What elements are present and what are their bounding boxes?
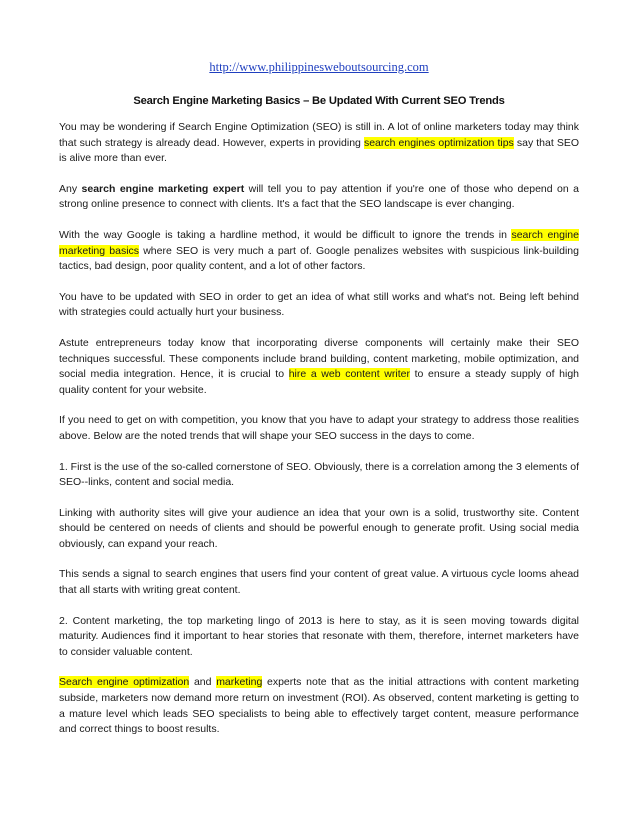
paragraph: Linking with authority sites will give your audience an idea that your own is a solid, trustworthy site. Content should be centered on needs of clients and should be powerful enough to generate profit. Using social media obviously, can expand your reach.: [59, 506, 579, 550]
page-title: Search Engine Marketing Basics – Be Updated With Current SEO Trends: [133, 95, 505, 107]
paragraph: Search engine optimization and marketing experts note that as the initial attractions with content marketing subside, marketers now demand more return on investment (ROI). As observed, content marketing is getting to a mature level which leads SEO specialists to being able to effectively target content, measure performance and correct things to boost results.: [59, 676, 580, 736]
highlighted-link[interactable]: search engine marketing basics: [59, 228, 579, 257]
article-body: [59, 120, 579, 753]
paragraph: You may be wondering if Search Engine Optimization (SEO) is still in. A lot of online marketers today may think that such strategy is already dead. However, experts in providing search engines optimization tips say that SEO is alive more than ever.: [59, 121, 580, 165]
paragraph: You have to be updated with SEO in order to get an idea of what still works and what's not. Being left behind with strategies could actually hurt your business.: [59, 290, 579, 319]
paragraph: 2. Content marketing, the top marketing lingo of 2013 is here to stay, as it is seen moving towards digital maturity. Audiences find it important to hear stories that resonate with them, therefore, internet marketers have to consider valuable content.: [59, 614, 579, 658]
paragraph: Any search engine marketing expert will tell you to pay attention if you're one of those who depend on a strong online presence to connect with clients. It's a fact that the SEO landscape is ever changing.: [59, 182, 579, 211]
paragraph: Astute entrepreneurs today know that incorporating diverse components will certainly make their SEO techniques successful. These components include brand building, content marketing, mobile optimization, and social media integration. Hence, it is crucial to hire a web content writer to ensure a steady supply of high quality content for your website.: [59, 336, 579, 396]
source-url-link[interactable]: http://www.philippinesweboutsourcing.com: [209, 60, 429, 74]
highlighted-link[interactable]: marketing: [216, 676, 263, 689]
bold-phrase: search engine marketing expert: [81, 182, 245, 195]
highlighted-link[interactable]: hire a web content writer: [288, 368, 410, 381]
paragraph: 1. First is the use of the so-called cornerstone of SEO. Obviously, there is a correlation among the 3 elements of SEO--links, content and social media.: [59, 460, 579, 489]
highlighted-link[interactable]: search engines optimization tips: [363, 136, 514, 149]
paragraph: This sends a signal to search engines that users find your content of great value. A virtuous cycle looms ahead that all starts with writing great content.: [59, 568, 579, 597]
paragraph: If you need to get on with competition, you know that you have to adapt your strategy to address those realities above. Below are the noted trends that will shape your SEO success in the days to come.: [59, 414, 579, 442]
highlighted-link[interactable]: Search engine optimization: [59, 676, 190, 689]
paragraph: With the way Google is taking a hardline method, it would be difficult to ignore the trends in search engine marketing basics where SEO is very much a part of. Google penalizes websites with suspicious link-building tactics, bad design, poor quality content, and a lot of other factors.: [59, 228, 579, 273]
